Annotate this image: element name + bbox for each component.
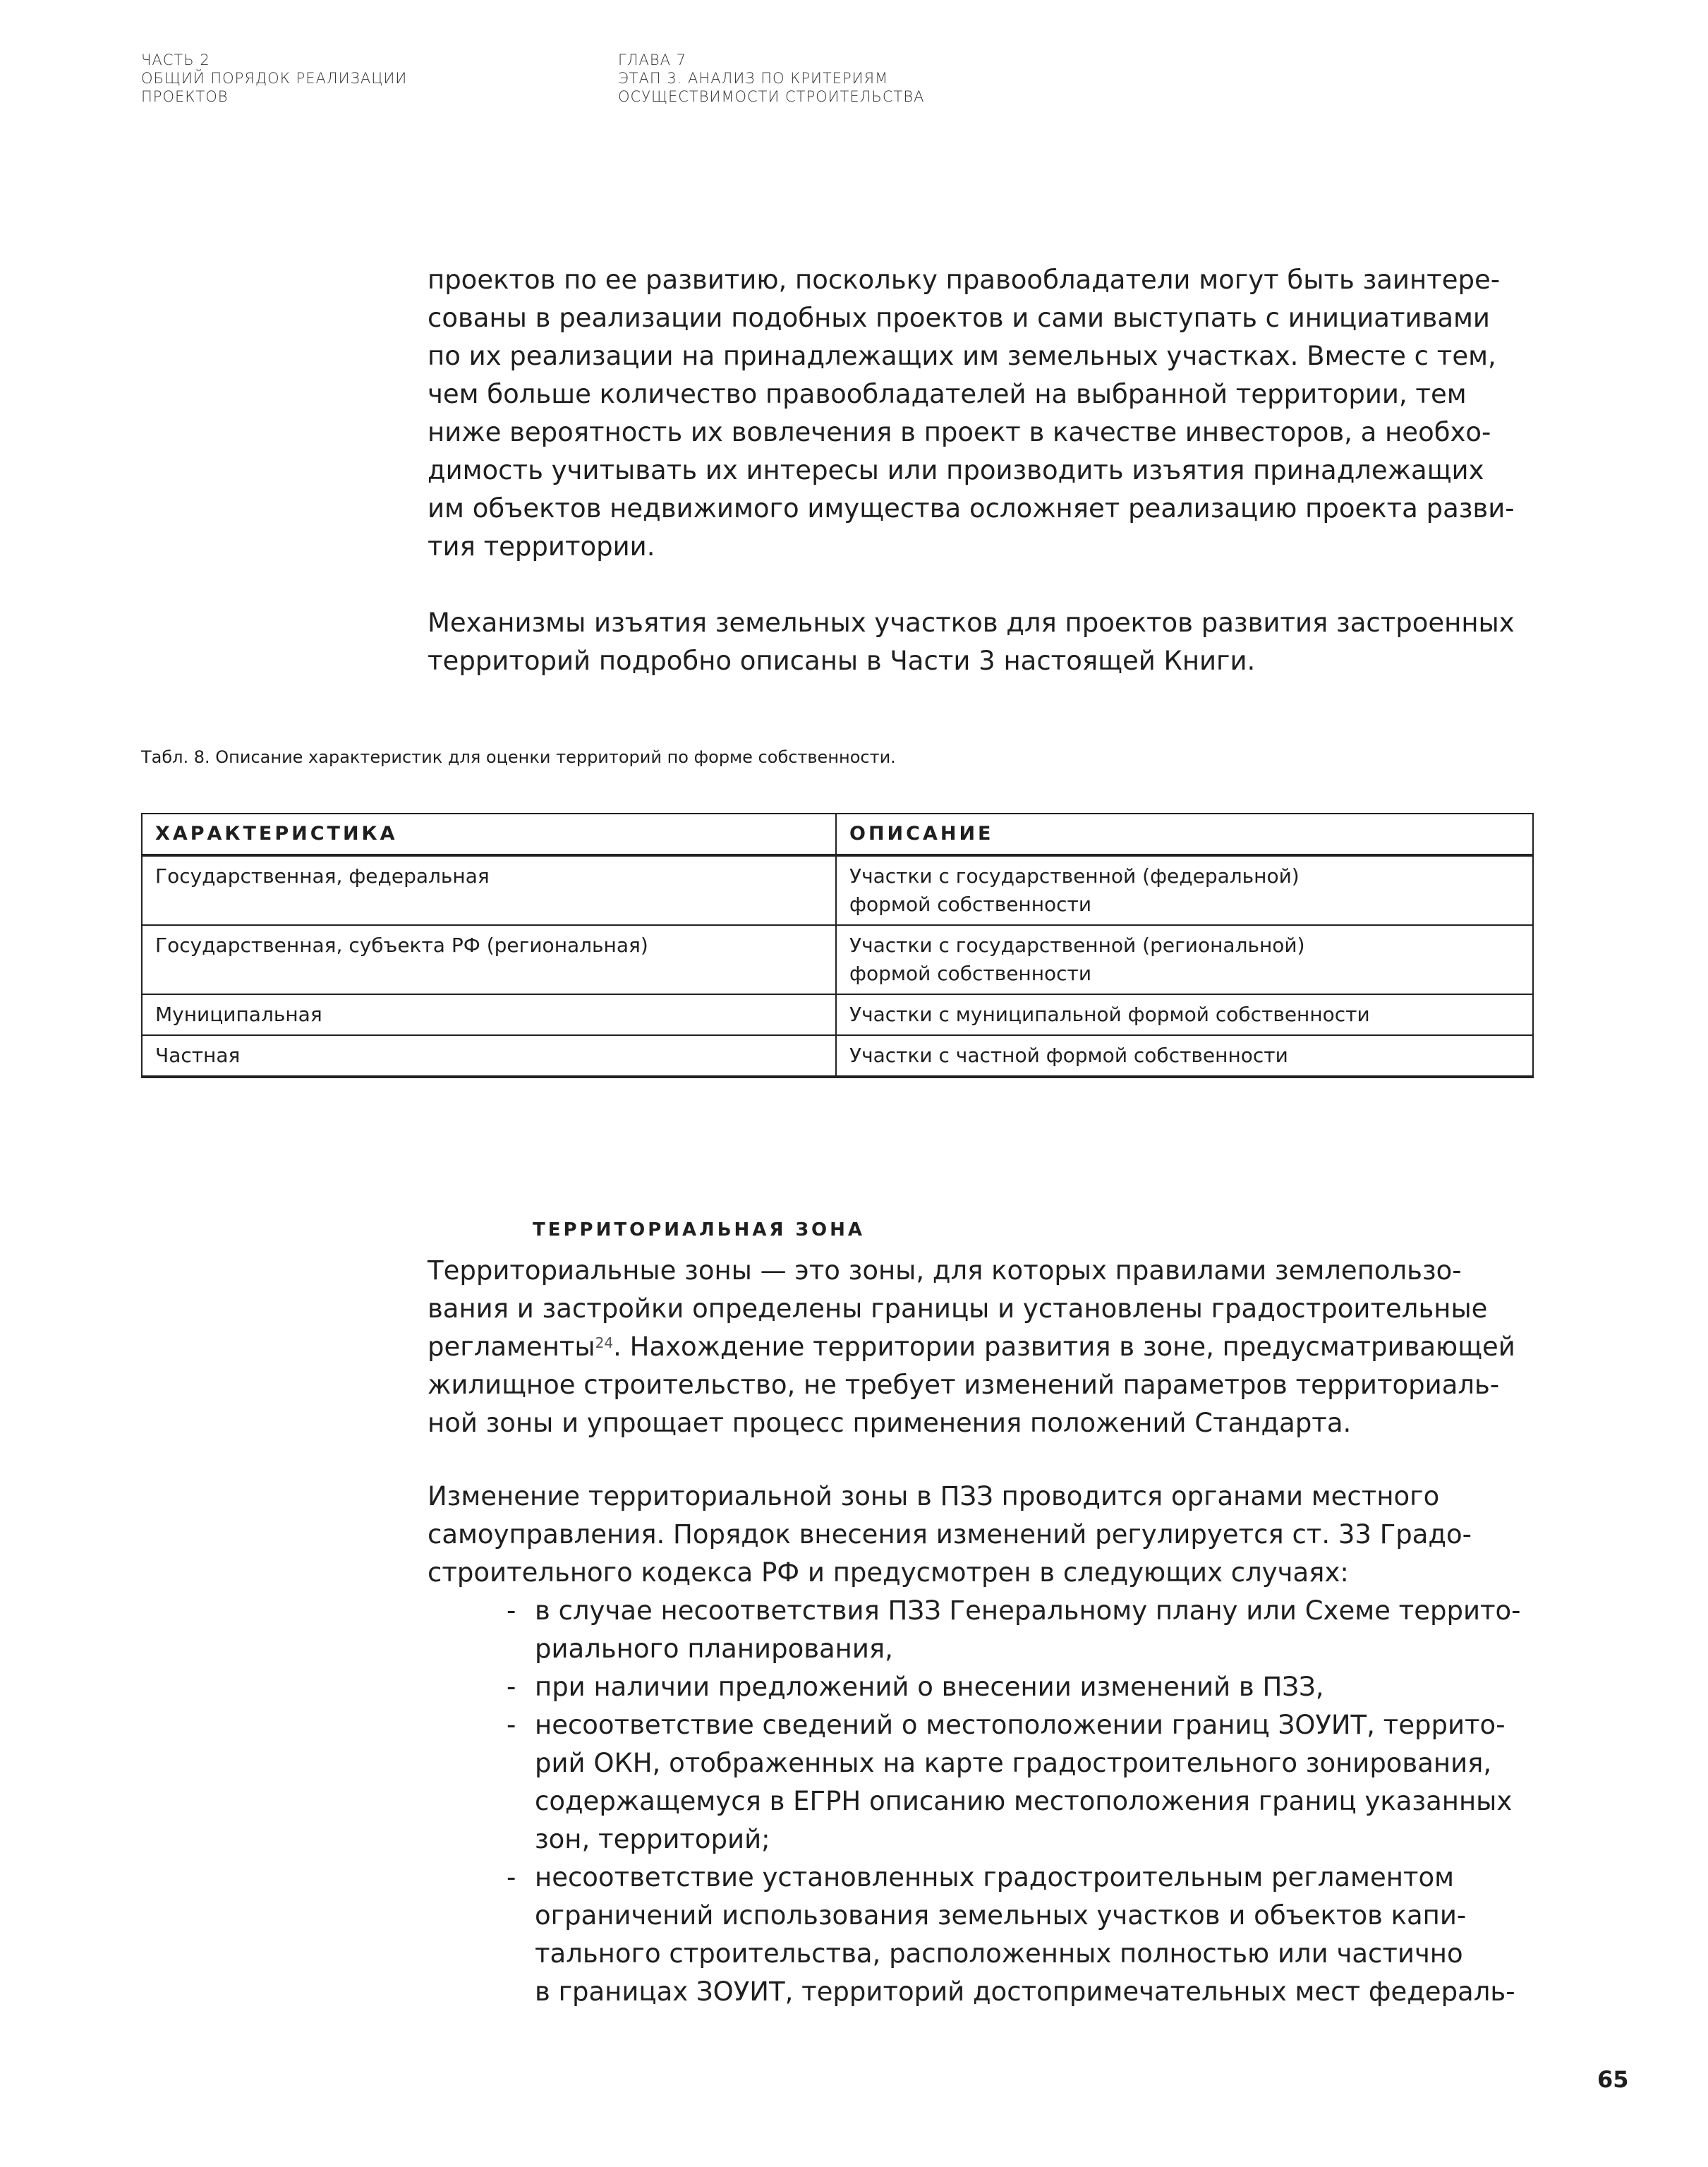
cell-description bbox=[836, 855, 1533, 925]
cell-description-line: Участки с государственной (федеральной) bbox=[849, 864, 1300, 888]
list-item-line: ограничений использования земельных участков и объектов капи- bbox=[535, 1900, 1467, 1931]
cell-characteristic: Муниципальная bbox=[142, 994, 836, 1035]
running-head-chapter-line: ГЛАВА 7 bbox=[618, 52, 687, 68]
text-line: самоуправления. Порядок внесения изменений регулируется ст. 33 Градо- bbox=[428, 1519, 1472, 1550]
bullet-marker: - bbox=[507, 1672, 516, 1702]
table-row bbox=[142, 994, 1533, 1035]
column-header-characteristic: ХАРАКТЕРИСТИКА bbox=[142, 814, 836, 855]
section-heading: ТЕРРИТОРИАЛЬНАЯ ЗОНА bbox=[533, 1219, 865, 1241]
text-line: ниже вероятность их вовлечения в проект в качестве инвесторов, а необхо- bbox=[428, 417, 1491, 447]
section-paragraph-1 bbox=[428, 1252, 1542, 1442]
cell-description bbox=[836, 994, 1533, 1035]
text-fragment: . Нахождение территории развития в зоне, предусматривающей bbox=[613, 1332, 1515, 1362]
text-fragment: регламенты bbox=[428, 1332, 595, 1362]
text-line: Территориальные зоны — это зоны, для которых правилами землепользо- bbox=[428, 1255, 1462, 1286]
footnote-marker[interactable]: 24 bbox=[595, 1334, 614, 1351]
bullet-marker: - bbox=[507, 1862, 516, 1893]
bullet-marker: - bbox=[507, 1595, 516, 1626]
table-row bbox=[142, 1035, 1533, 1077]
list-item bbox=[507, 1859, 1521, 2011]
running-head-chapter-line: ЭТАП 3. АНАЛИЗ ПО КРИТЕРИЯМ bbox=[618, 70, 889, 87]
cell-description-line: формой собственности bbox=[849, 962, 1092, 985]
list-item-line: содержащемуся в ЕГРН описанию местоположения границ указанных bbox=[535, 1786, 1513, 1816]
body-paragraph-2 bbox=[428, 604, 1542, 680]
table-header-row bbox=[142, 814, 1533, 855]
cell-description-line: Участки с частной формой собственности bbox=[849, 1044, 1288, 1067]
table-row bbox=[142, 925, 1533, 994]
cell-description bbox=[836, 1035, 1533, 1077]
text-line: димость учитывать их интересы или производить изъятия принадлежащих bbox=[428, 455, 1484, 485]
list-item-line: рий ОКН, отображенных на карте градостроительного зонирования, bbox=[535, 1748, 1492, 1778]
list-item-line: несоответствие сведений о местоположении границ ЗОУИТ, террито- bbox=[535, 1710, 1506, 1740]
list-item-line: зон, территорий; bbox=[535, 1824, 770, 1854]
list-item-line: при наличии предложений о внесении изменений в ПЗЗ, bbox=[535, 1672, 1324, 1702]
list-item bbox=[507, 1592, 1521, 1668]
table-row bbox=[142, 855, 1533, 925]
text-line: проектов по ее развитию, поскольку правообладатели могут быть заинтере- bbox=[428, 265, 1501, 295]
list-item-line: тального строительства, расположенных полностью или частично bbox=[535, 1938, 1463, 1969]
text-line: по их реализации на принадлежащих им земельных участках. Вместе с тем, bbox=[428, 341, 1496, 371]
bullet-marker: - bbox=[507, 1710, 516, 1740]
ownership-table bbox=[141, 813, 1534, 1078]
running-head-part-line: ОБЩИЙ ПОРЯДОК РЕАЛИЗАЦИИ bbox=[141, 70, 408, 87]
cell-description-line: формой собственности bbox=[849, 893, 1092, 916]
text-line: строительного кодекса РФ и предусмотрен в следующих случаях: bbox=[428, 1557, 1349, 1588]
text-line bbox=[428, 1328, 1542, 1366]
list-item bbox=[507, 1706, 1521, 1859]
text-line: Изменение территориальной зоны в ПЗЗ проводится органами местного bbox=[428, 1481, 1440, 1511]
text-line: сованы в реализации подобных проектов и сами выступать с инициативами bbox=[428, 303, 1490, 333]
text-line: Механизмы изъятия земельных участков для проектов развития застроенных bbox=[428, 608, 1515, 638]
running-head-chapter bbox=[618, 51, 924, 106]
cell-characteristic: Государственная, федеральная bbox=[142, 855, 836, 925]
column-header-description: ОПИСАНИЕ bbox=[836, 814, 1533, 855]
text-line: им объектов недвижимого имущества осложняет реализацию проекта разви- bbox=[428, 493, 1515, 524]
running-head-part-line: ПРОЕКТОВ bbox=[141, 88, 229, 105]
list-item-line: в случае несоответствия ПЗЗ Генеральному плану или Схеме террито- bbox=[535, 1595, 1521, 1626]
text-line: чем больше количество правообладателей на выбранной территории, тем bbox=[428, 379, 1467, 409]
text-line: жилищное строительство, не требует изменений параметров территориаль- bbox=[428, 1370, 1500, 1400]
cell-characteristic: Частная bbox=[142, 1035, 836, 1077]
page-number: 65 bbox=[1597, 2066, 1629, 2093]
section-paragraph-2 bbox=[428, 1478, 1542, 1592]
table-caption: Табл. 8. Описание характеристик для оценки территорий по форме собственности. bbox=[141, 747, 896, 767]
text-line: территорий подробно описаны в Части 3 настоящей Книги. bbox=[428, 646, 1256, 676]
list-item-line: в границах ЗОУИТ, территорий достопримечательных мест федераль- bbox=[535, 1976, 1515, 2007]
list-item bbox=[507, 1668, 1521, 1706]
text-line: вания и застройки определены границы и установлены градостроительные bbox=[428, 1293, 1488, 1324]
text-line: тия территории. bbox=[428, 531, 655, 562]
cell-description-line: Участки с муниципальной формой собственности bbox=[849, 1003, 1370, 1026]
text-line: ной зоны и упрощает процесс применения положений Стандарта. bbox=[428, 1408, 1352, 1438]
running-head-part bbox=[141, 51, 407, 106]
running-head-part-line: ЧАСТЬ 2 bbox=[141, 52, 210, 68]
bullet-list bbox=[507, 1592, 1521, 2011]
running-head-chapter-line: ОСУЩЕСТВИМОСТИ СТРОИТЕЛЬСТВА bbox=[618, 88, 925, 105]
cell-description bbox=[836, 925, 1533, 994]
cell-description-line: Участки с государственной (региональной) bbox=[849, 934, 1305, 957]
cell-characteristic: Государственная, субъекта РФ (региональная) bbox=[142, 925, 836, 994]
list-item-line: несоответствие установленных градостроительным регламентом bbox=[535, 1862, 1455, 1893]
body-paragraph-1 bbox=[428, 261, 1542, 566]
list-item-line: риального планирования, bbox=[535, 1634, 893, 1664]
